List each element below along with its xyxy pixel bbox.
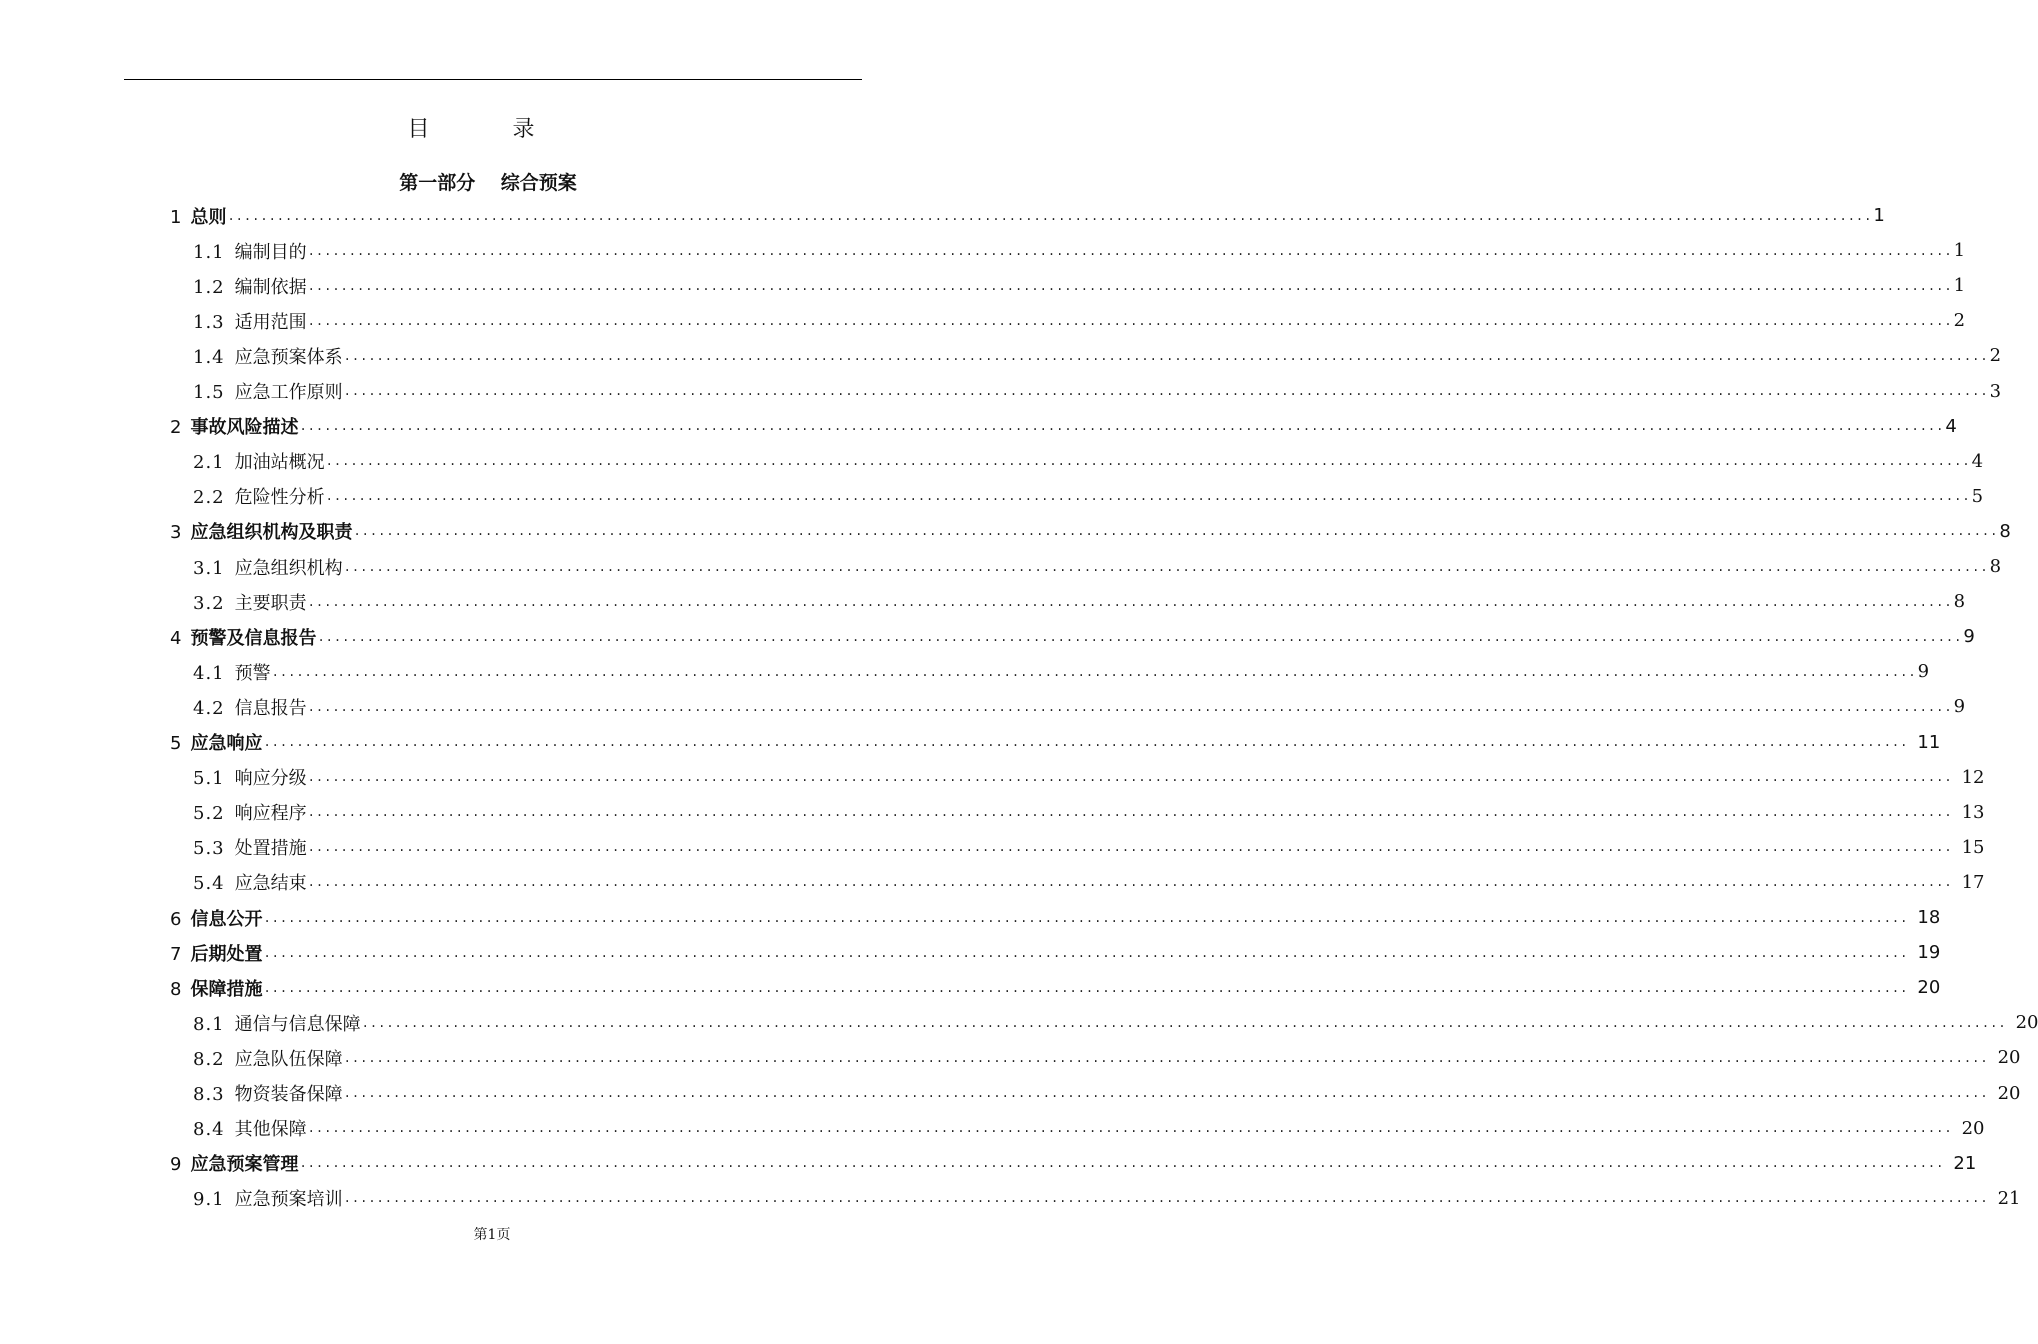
toc-section-entry[interactable] — [193, 1181, 2021, 1216]
toc-entry-label — [170, 203, 226, 229]
toc-entry-label — [193, 1080, 343, 1106]
toc-leader-dots: ........................................................................................................................................................................................................ — [343, 1050, 1989, 1065]
toc-entry-label — [193, 308, 307, 334]
toc-section-entry[interactable] — [193, 760, 1985, 795]
toc-page-number: 20 — [1917, 977, 1941, 999]
toc-page-number: 4 — [1945, 415, 1957, 437]
toc-entry-text: 信息公开 — [190, 908, 263, 930]
toc-leader-dots: ........................................................................................................................................................................................................ — [263, 945, 1909, 960]
toc-section-entry[interactable] — [193, 338, 2002, 373]
toc-section-entry[interactable] — [193, 865, 1985, 900]
toc-entry-number: 2.2 — [193, 487, 225, 509]
toc-leader-dots: ........................................................................................................................................................................................................ — [343, 1191, 1989, 1206]
toc-entry-number: 3.1 — [193, 557, 225, 579]
toc-entry-text: 总则 — [190, 206, 227, 228]
toc-entry-number: 3 — [170, 522, 182, 544]
toc-chapter-entry[interactable] — [170, 900, 1941, 935]
toc-page-number: 12 — [1961, 766, 1985, 788]
toc-entry-label — [193, 1045, 343, 1071]
toc-chapter-entry[interactable] — [170, 1146, 1977, 1181]
toc-leader-dots: ........................................................................................................................................................................................................ — [307, 699, 1953, 714]
toc-leader-dots: ........................................................................................................................................................................................................ — [299, 1156, 1945, 1171]
toc-leader-dots: ........................................................................................................................................................................................................ — [263, 980, 1909, 995]
toc-entry-label — [170, 940, 262, 966]
toc-leader-dots: ........................................................................................................................................................................................................ — [325, 489, 1971, 504]
toc-leader-dots: ........................................................................................................................................................................................................ — [299, 419, 1945, 434]
toc-entry-number: 5.4 — [193, 873, 225, 895]
toc-section-entry[interactable] — [193, 233, 1966, 268]
toc-chapter-entry[interactable] — [170, 619, 1975, 654]
toc-entry-text: 应急响应 — [190, 733, 263, 754]
toc-section-entry[interactable] — [193, 584, 1966, 619]
toc-section-entry[interactable] — [193, 374, 2002, 409]
toc-entry-text: 预警 — [234, 662, 271, 684]
toc-entry-label — [193, 589, 307, 615]
toc-page-number: 1 — [1953, 240, 1966, 262]
toc-entry-text: 应急组织机构及职责 — [190, 522, 353, 544]
toc-leader-dots: ........................................................................................................................................................................................................ — [307, 313, 1953, 328]
toc-entry-text: 应急预案管理 — [190, 1154, 299, 1176]
toc-entry-number: 1.3 — [193, 311, 225, 333]
toc-page-number: 9 — [1917, 661, 1930, 683]
toc-chapter-entry[interactable] — [170, 198, 1885, 233]
toc-entry-number: 8.3 — [193, 1084, 225, 1105]
toc-leader-dots: ........................................................................................................................................................................................................ — [317, 629, 1963, 644]
toc-entry-label — [170, 413, 298, 439]
toc-entry-number: 2 — [170, 417, 182, 439]
toc-entry-text: 应急队伍保障 — [234, 1048, 343, 1070]
toc-page-number: 8 — [1989, 556, 2002, 577]
toc-page-number: 21 — [1953, 1152, 1977, 1174]
toc-page-number: 9 — [1953, 696, 1966, 718]
toc-leader-dots: ........................................................................................................................................................................................................ — [325, 454, 1971, 469]
toc-entry-label — [193, 273, 307, 299]
toc-entry-text: 加油站概况 — [234, 452, 325, 474]
toc-entry-text: 应急预案体系 — [234, 346, 343, 368]
toc-entry-label — [170, 905, 262, 931]
toc-entry-label — [193, 659, 271, 685]
toc-entry-label — [193, 238, 307, 264]
toc-leader-dots: ........................................................................................................................................................................................................ — [227, 208, 1873, 223]
toc-leader-dots: ........................................................................................................................................................................................................ — [271, 664, 1917, 679]
toc-section-entry[interactable] — [193, 795, 1985, 830]
toc-page-number: 20 — [1961, 1117, 1985, 1139]
toc-entry-text: 通信与信息保障 — [234, 1013, 361, 1035]
header-rule — [124, 79, 862, 80]
toc-leader-dots: ........................................................................................................................................................................................................ — [343, 384, 1989, 398]
toc-section-entry[interactable] — [193, 549, 2002, 584]
toc-page-number: 9 — [1963, 626, 1975, 648]
toc-entry-number: 1.4 — [193, 346, 225, 368]
toc-entry-number: 6 — [170, 908, 182, 930]
toc-entry-text: 信息报告 — [234, 697, 307, 719]
toc-leader-dots: ........................................................................................................................................................................................................ — [307, 594, 1953, 609]
toc-section-entry[interactable] — [193, 1005, 2038, 1040]
toc-entry-label — [193, 378, 343, 404]
toc-leader-dots: ........................................................................................................................................................................................................ — [307, 770, 1953, 785]
toc-leader-dots: ........................................................................................................................................................................................................ — [263, 735, 1909, 749]
toc-entry-number: 1.1 — [193, 241, 225, 263]
toc-entry-text: 其他保障 — [234, 1119, 307, 1141]
toc-page-number: 11 — [1917, 731, 1941, 753]
toc-entry-number: 8.4 — [193, 1119, 225, 1141]
toc-entry-text: 应急组织机构 — [234, 557, 343, 579]
toc-entry-label — [170, 975, 262, 1001]
toc-entry-text: 响应分级 — [234, 768, 307, 790]
toc-leader-dots: ........................................................................................................................................................................................................ — [263, 910, 1909, 925]
toc-entry-number: 1 — [170, 206, 182, 228]
page-footer: 第1页 — [473, 1227, 511, 1243]
toc-title: 目 录 — [407, 117, 573, 142]
toc-entry-label — [170, 1150, 298, 1176]
toc-page-number: 1 — [1953, 275, 1966, 297]
toc-entry-label — [193, 764, 307, 790]
toc-entry-number: 7 — [170, 943, 182, 965]
part-title: 第一部分 综合预案 — [399, 172, 577, 194]
toc-page-number: 5 — [1971, 485, 1984, 507]
toc-section-entry[interactable] — [193, 654, 1930, 689]
toc-entry-text: 编制目的 — [234, 241, 307, 263]
toc-leader-dots: ........................................................................................................................................................................................................ — [307, 840, 1953, 855]
toc-entry-text: 适用范围 — [234, 311, 307, 333]
toc-page-number: 18 — [1917, 907, 1941, 928]
toc-section-entry[interactable] — [193, 303, 1966, 338]
toc-leader-dots: ........................................................................................................................................................................................................ — [343, 1086, 1989, 1100]
toc-entry-text: 事故风险描述 — [190, 417, 299, 439]
toc-entry-label — [193, 483, 325, 509]
toc-page-number: 8 — [1999, 520, 2011, 542]
toc-entry-label — [193, 834, 307, 860]
toc-page-number: 20 — [1997, 1047, 2021, 1069]
toc-entry-number: 8.2 — [193, 1048, 225, 1070]
toc-entry-number: 4.1 — [193, 662, 225, 684]
toc-entry-text: 处置措施 — [234, 838, 307, 860]
toc-entry-label — [193, 343, 343, 369]
toc-entry-label — [193, 554, 343, 580]
toc-entry-label — [193, 799, 307, 825]
toc-page-number: 1 — [1873, 205, 1885, 226]
toc-section-entry[interactable] — [193, 1111, 1985, 1146]
toc-page-number: 2 — [1953, 310, 1966, 332]
toc-page-number: 15 — [1961, 836, 1985, 858]
toc-section-entry[interactable] — [193, 479, 1984, 514]
toc-entry-number: 8 — [170, 978, 182, 1000]
toc-entry-text: 应急工作原则 — [234, 382, 343, 403]
toc-entry-label — [170, 518, 352, 544]
toc-entry-label — [193, 448, 325, 474]
toc-entry-text: 物资装备保障 — [234, 1084, 343, 1105]
toc-entry-text: 后期处置 — [190, 943, 263, 965]
toc-chapter-entry[interactable] — [170, 514, 2011, 549]
toc-page-number: 8 — [1953, 591, 1966, 613]
toc-leader-dots: ........................................................................................................................................................................................................ — [343, 348, 1989, 363]
toc-entry-number: 5 — [170, 733, 182, 754]
toc-section-entry[interactable] — [193, 268, 1966, 303]
toc-entry-number: 8.1 — [193, 1013, 225, 1035]
toc-page-number: 17 — [1961, 871, 1985, 893]
toc-page-number: 20 — [2015, 1012, 2038, 1034]
toc-entry-label — [193, 869, 307, 895]
toc-entry-text: 应急结束 — [234, 873, 307, 895]
toc-leader-dots: ........................................................................................................................................................................................................ — [307, 805, 1953, 820]
toc-section-entry[interactable] — [193, 1076, 2021, 1111]
toc-leader-dots: ........................................................................................................................................................................................................ — [307, 875, 1953, 890]
toc-entry-text: 预警及信息报告 — [190, 627, 317, 649]
toc-leader-dots: ........................................................................................................................................................................................................ — [307, 243, 1953, 258]
toc-entry-number: 3.2 — [193, 592, 225, 614]
toc-entry-label — [193, 1010, 361, 1036]
toc-leader-dots: ........................................................................................................................................................................................................ — [343, 559, 1989, 574]
toc-entry-number: 1.5 — [193, 382, 225, 403]
toc-entry-number: 1.2 — [193, 276, 225, 298]
toc-chapter-entry[interactable] — [170, 409, 1957, 444]
toc-entry-label — [193, 694, 307, 720]
toc-page-number: 3 — [1989, 380, 2002, 402]
toc-entry-number: 5.3 — [193, 838, 225, 860]
toc-page-number: 2 — [1989, 345, 2002, 367]
toc-chapter-entry[interactable] — [170, 935, 1941, 970]
toc-entry-number: 5.1 — [193, 768, 225, 790]
toc-page-number: 19 — [1917, 942, 1941, 964]
toc-entry-number: 5.2 — [193, 803, 225, 825]
toc-entry-text: 响应程序 — [234, 803, 307, 825]
toc-entry-label — [170, 624, 316, 650]
toc-entry-text: 编制依据 — [234, 276, 307, 298]
toc-entry-text: 危险性分析 — [234, 487, 325, 509]
toc-entry-label — [193, 1115, 307, 1141]
toc-chapter-entry[interactable] — [170, 725, 1941, 760]
toc-page-number: 13 — [1961, 801, 1985, 823]
toc-entry-label — [170, 729, 262, 755]
toc-leader-dots: ........................................................................................................................................................................................................ — [353, 524, 1999, 539]
toc-entry-text: 应急预案培训 — [234, 1189, 343, 1211]
toc-leader-dots: ........................................................................................................................................................................................................ — [307, 278, 1953, 293]
toc-entry-text: 保障措施 — [190, 978, 263, 1000]
toc-section-entry[interactable] — [193, 444, 1984, 479]
toc-entry-text: 主要职责 — [234, 592, 307, 614]
toc-leader-dots: ........................................................................................................................................................................................................ — [307, 1121, 1953, 1136]
toc-page-number: 21 — [1997, 1187, 2021, 1209]
toc-page-number: 20 — [1997, 1082, 2021, 1104]
toc-entry-number: 2.1 — [193, 452, 225, 474]
toc-entry-number: 4 — [170, 627, 182, 649]
toc-entry-label — [193, 1185, 343, 1211]
toc-page-number: 4 — [1971, 450, 1984, 472]
toc-entry-number: 9.1 — [193, 1189, 225, 1211]
toc-section-entry[interactable] — [193, 689, 1966, 724]
toc-section-entry[interactable] — [193, 830, 1985, 865]
toc-section-entry[interactable] — [193, 1040, 2021, 1075]
toc-chapter-entry[interactable] — [170, 970, 1941, 1005]
toc-entry-number: 4.2 — [193, 697, 225, 719]
toc-entry-number: 9 — [170, 1154, 182, 1176]
toc-leader-dots: ........................................................................................................................................................................................................ — [361, 1015, 2007, 1030]
